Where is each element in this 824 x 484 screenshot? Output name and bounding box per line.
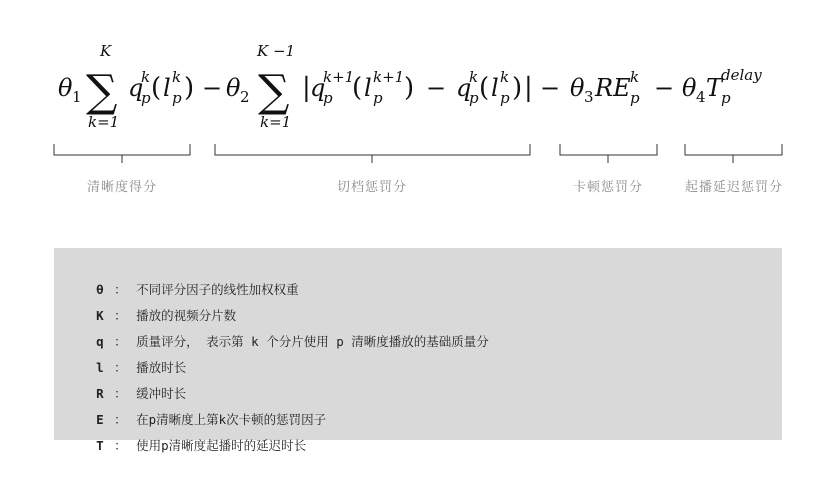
legend-text: 使用p清晰度起播时的延迟时长: [136, 438, 307, 453]
sum2-upper-limit: K −1: [257, 42, 296, 60]
label-delay-penalty: 起播延迟惩罚分: [684, 180, 783, 195]
t2-q2-sub: p: [469, 89, 479, 107]
legend-row-k: [66, 283, 237, 323]
legend-row-t: [66, 413, 307, 453]
legend-text: 缓冲时长: [136, 386, 187, 401]
sum1-upper-limit: K: [100, 42, 112, 60]
t1-q-sup: k: [141, 68, 151, 86]
legend-symbol: R: [96, 386, 104, 401]
abs-close-bar: |: [524, 73, 533, 103]
theta4-subscript: 4: [696, 88, 706, 106]
legend-text: 不同评分因子的线性加权权重: [136, 282, 299, 297]
t2-q2-sup: k: [469, 68, 479, 86]
minus-sign-2: −: [540, 74, 561, 102]
legend-symbol: E: [96, 412, 104, 427]
sum2-lower-limit: k=1: [260, 113, 292, 131]
t1-l-sub: p: [172, 89, 182, 107]
t4-t-sub: p: [721, 89, 731, 107]
legend-row-r: [66, 361, 187, 401]
t2-open-paren-1: (: [352, 73, 363, 103]
t3-re-sub: p: [630, 89, 640, 107]
t2-l2: l: [491, 74, 499, 102]
t2-close-paren-2: ): [512, 73, 523, 103]
legend-symbol: θ: [96, 282, 104, 297]
legend-colon: ：: [114, 438, 127, 453]
t4-t-sup: delay: [721, 66, 762, 84]
legend-symbol: l: [96, 360, 104, 375]
legend-row-e: [66, 387, 327, 427]
t1-q-sub: p: [141, 89, 151, 107]
legend-colon: ：: [114, 360, 127, 375]
abs-open-bar: |: [302, 73, 311, 103]
t2-q1-sub: p: [323, 89, 333, 107]
t1-l-sup: k: [172, 68, 182, 86]
t1-close-paren: ): [184, 73, 195, 103]
t1-open-paren: (: [151, 73, 162, 103]
sum1-lower-limit: k=1: [88, 113, 120, 131]
t3-re: RE: [595, 74, 631, 102]
legend-colon: ：: [114, 282, 127, 297]
brace-switch: [215, 144, 530, 163]
legend-symbol: q: [96, 334, 104, 349]
minus-sign-3: −: [654, 74, 675, 102]
t2-q2: q: [456, 74, 472, 102]
theta3-subscript: 3: [584, 88, 594, 106]
legend-colon: ：: [114, 334, 127, 349]
legend-colon: ：: [114, 308, 127, 323]
minus-sign-inner: −: [426, 74, 447, 102]
t2-open-paren-2: (: [479, 73, 490, 103]
theta1-subscript: 1: [72, 88, 82, 106]
minus-sign-1: −: [202, 74, 223, 102]
theta2-symbol: θ: [226, 74, 241, 102]
legend-row-l: [66, 335, 187, 375]
legend-symbol: T: [96, 438, 104, 453]
t2-l1-sup: k+1: [373, 68, 405, 86]
t1-q: q: [128, 74, 144, 102]
theta1-symbol: θ: [58, 74, 73, 102]
brace-clarity: [54, 144, 190, 163]
sum1-sigma: ∑: [86, 66, 118, 117]
sum2-sigma: ∑: [258, 66, 290, 117]
t2-l1: l: [364, 74, 372, 102]
symbol-legend: [54, 248, 782, 453]
legend-text: 播放时长: [136, 360, 187, 375]
label-switch-penalty: 切档惩罚分: [336, 180, 407, 195]
t2-l2-sub: p: [500, 89, 510, 107]
t2-q1-sup: k+1: [323, 68, 355, 86]
t4-t: T: [706, 74, 723, 102]
legend-colon: ：: [114, 386, 127, 401]
label-clarity-score: 清晰度得分: [86, 180, 157, 195]
legend-symbol: K: [96, 308, 104, 323]
legend-text: 播放的视频分片数: [136, 308, 237, 323]
legend-row-theta: [66, 257, 299, 297]
theta2-subscript: 2: [240, 88, 250, 106]
t3-re-sup: k: [630, 68, 640, 86]
t2-close-paren-1: ): [404, 73, 415, 103]
legend-colon: ：: [114, 412, 127, 427]
brace-delay: [685, 144, 782, 163]
theta4-symbol: θ: [682, 74, 697, 102]
theta3-symbol: θ: [570, 74, 585, 102]
legend-row-q: [66, 309, 489, 349]
label-stall-penalty: 卡顿惩罚分: [572, 180, 643, 195]
scoring-formula: [0, 0, 824, 200]
brace-stall: [560, 144, 657, 163]
t2-l1-sub: p: [373, 89, 383, 107]
legend-text: 在p清晰度上第k次卡顿的惩罚因子: [136, 412, 327, 427]
legend-text: 质量评分， 表示第 k 个分片使用 p 清晰度播放的基础质量分: [136, 334, 489, 349]
t2-q1: q: [310, 74, 326, 102]
t2-l2-sup: k: [500, 68, 510, 86]
t1-l: l: [163, 74, 171, 102]
